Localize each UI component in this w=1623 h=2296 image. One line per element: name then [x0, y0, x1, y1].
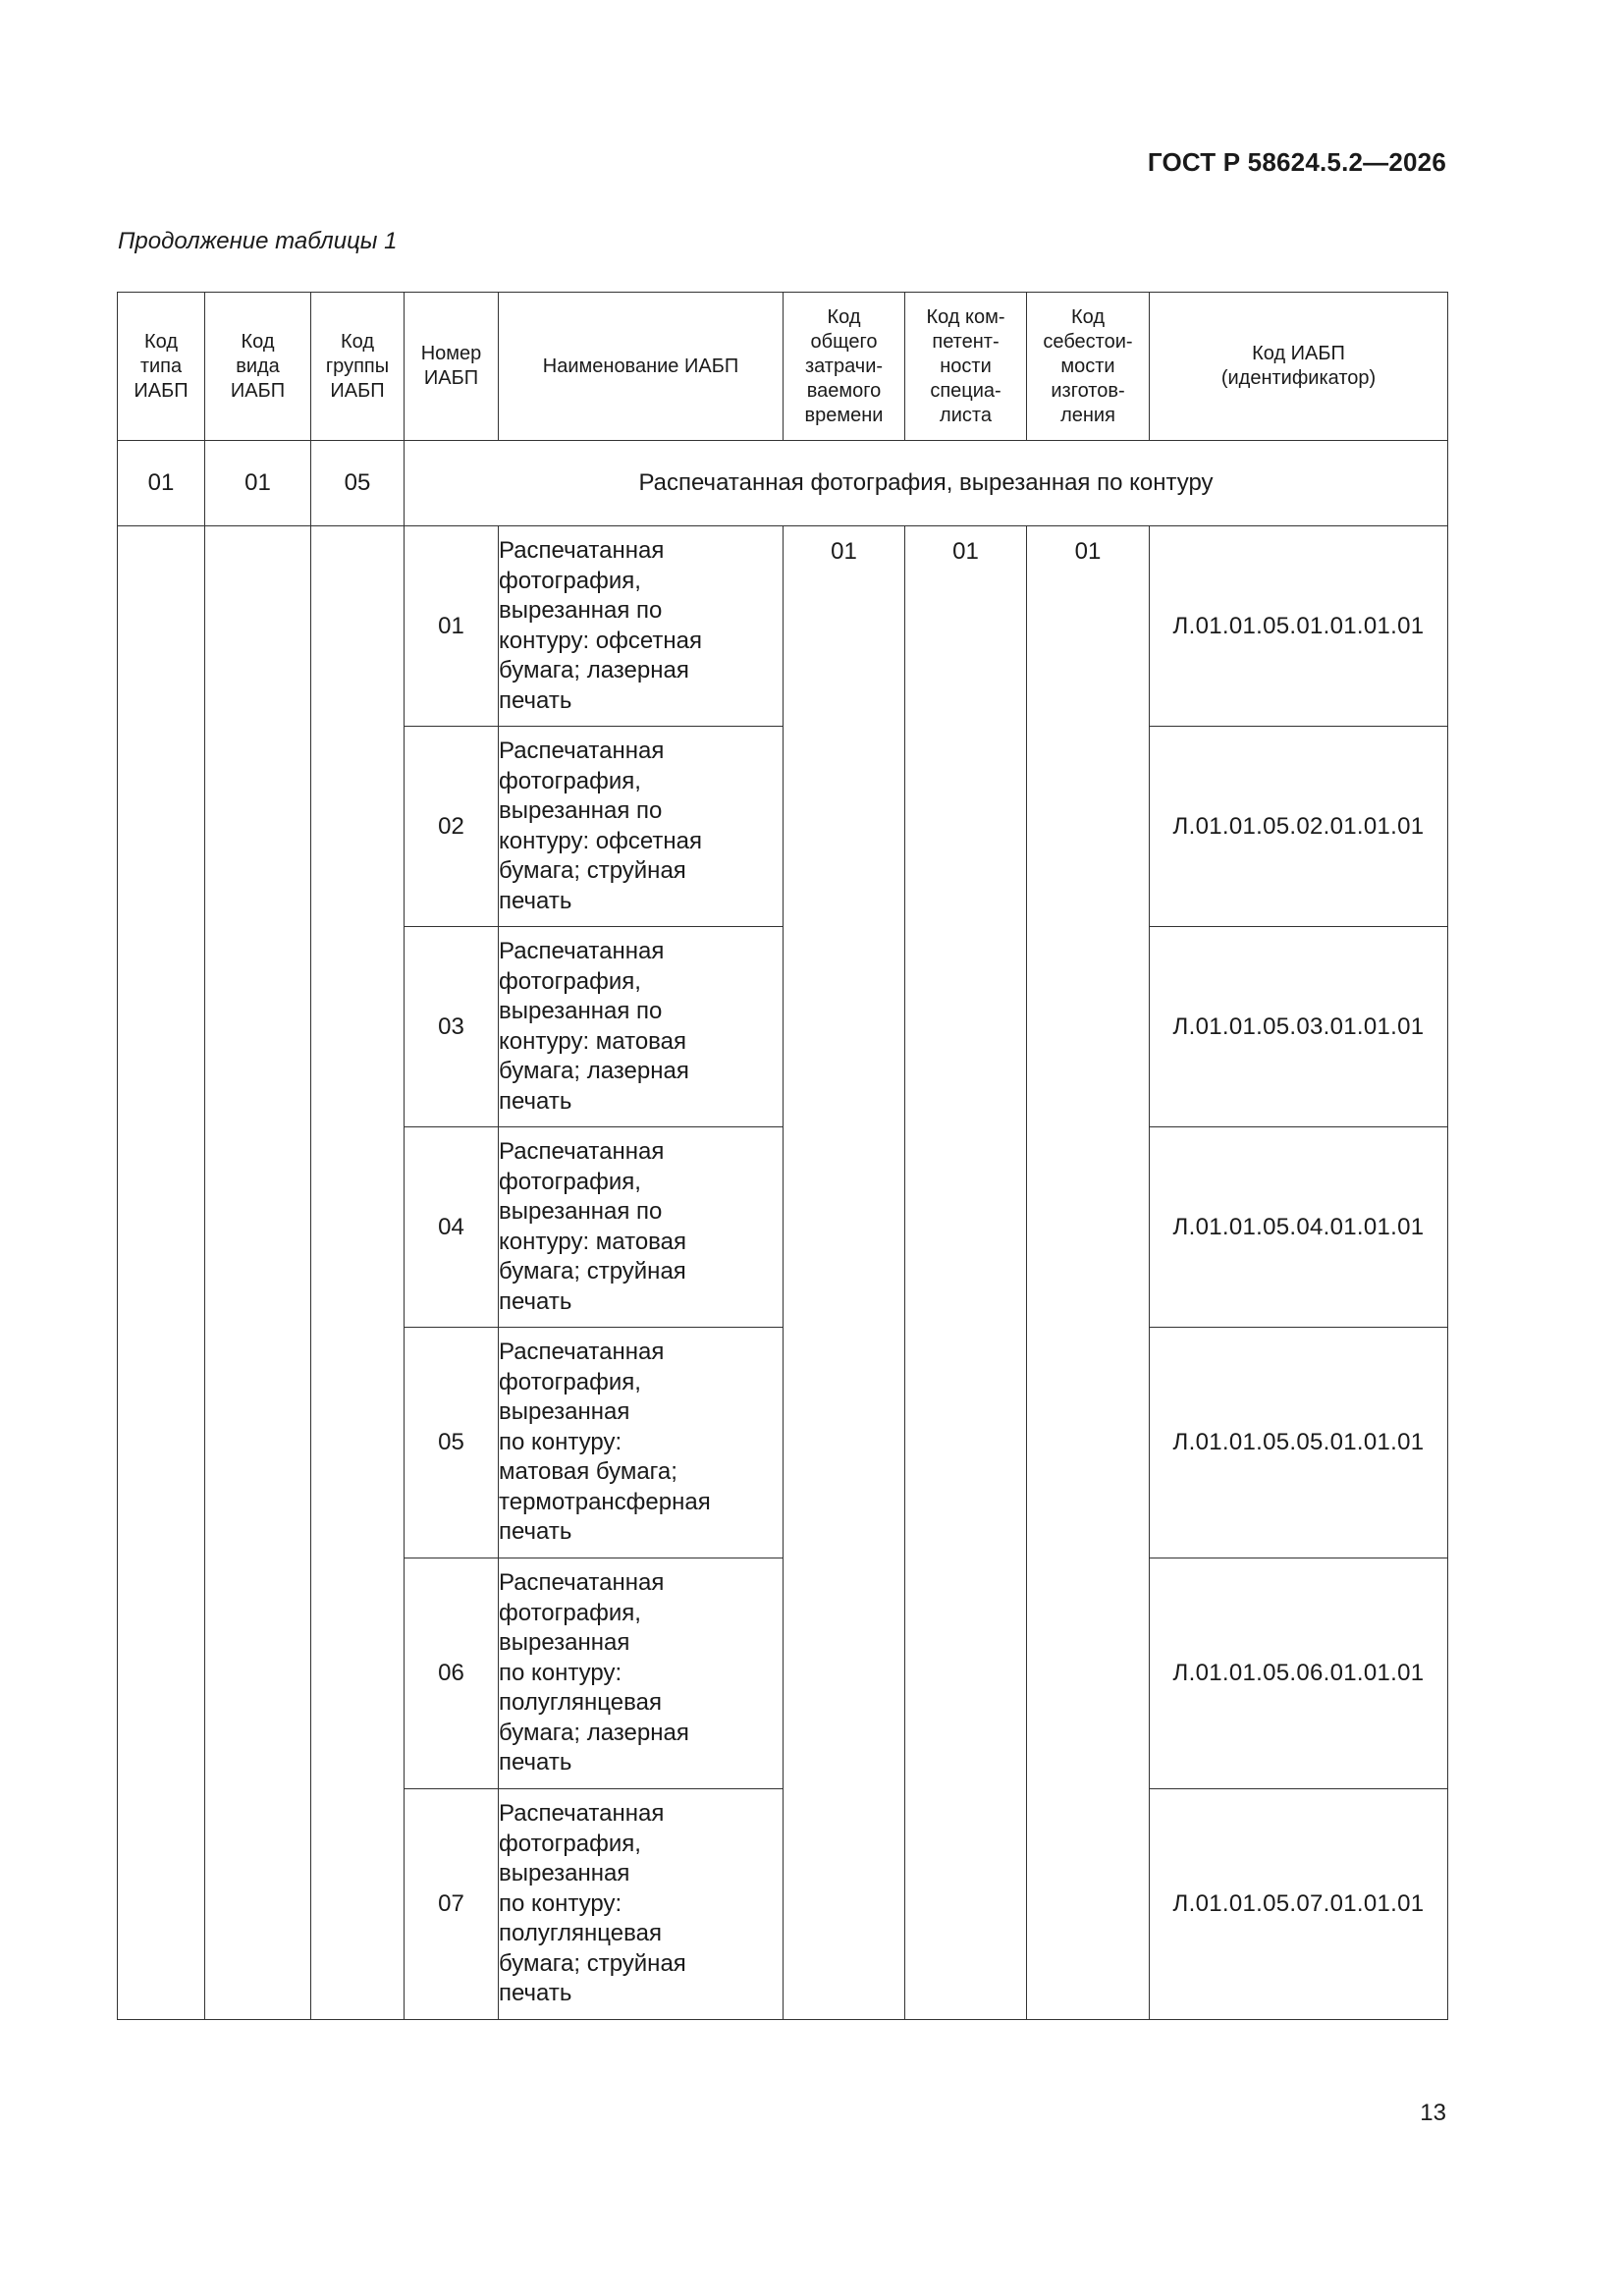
iabp-table [117, 292, 1448, 2020]
row-name: Распечатанная фотография, вырезанная по контуру: офсетная бумага; струйная печать [499, 727, 784, 927]
cost-code-cell: 01 [1027, 526, 1150, 2020]
time-code-cell: 01 [784, 526, 905, 2020]
row-identifier: Л.01.01.05.05.01.01.01 [1150, 1328, 1448, 1558]
header-time-code: Код общего затрачи- ваемого времени [784, 293, 905, 441]
document-standard-number: ГОСТ Р 58624.5.2—2026 [1147, 147, 1446, 177]
row-number: 01 [405, 526, 499, 727]
header-cost-code: Код себестои- мости изготов- ления [1027, 293, 1150, 441]
row-identifier: Л.01.01.05.02.01.01.01 [1150, 727, 1448, 927]
row-identifier: Л.01.01.05.07.01.01.01 [1150, 1789, 1448, 2020]
kind-code-cell-empty [205, 526, 311, 2020]
table-row [118, 526, 1448, 727]
table-header-row [118, 293, 1448, 441]
row-identifier: Л.01.01.05.01.01.01.01 [1150, 526, 1448, 727]
header-kind-code: Код вида ИАБП [205, 293, 311, 441]
row-number: 04 [405, 1127, 499, 1328]
row-name: Распечатанная фотография, вырезанная по контуру: офсетная бумага; лазерная печать [499, 526, 784, 727]
row-number: 06 [405, 1558, 499, 1789]
group-kind-code: 01 [205, 441, 311, 526]
row-name: Распечатанная фотография, вырезанная по контуру: матовая бумага; термотрансферная печать [499, 1328, 784, 1558]
page-number: 13 [1420, 2100, 1446, 2126]
type-code-cell-empty [118, 526, 205, 2020]
row-name: Распечатанная фотография, вырезанная по контуру: полуглянцевая бумага; лазерная печать [499, 1558, 784, 1789]
header-competence-code: Код ком- петент- ности специа- листа [905, 293, 1027, 441]
header-group-code: Код группы ИАБП [311, 293, 405, 441]
row-name: Распечатанная фотография, вырезанная по контуру: матовая бумага; лазерная печать [499, 927, 784, 1127]
header-identifier: Код ИАБП (идентификатор) [1150, 293, 1448, 441]
row-identifier: Л.01.01.05.04.01.01.01 [1150, 1127, 1448, 1328]
group-type-code: 01 [118, 441, 205, 526]
row-number: 07 [405, 1789, 499, 2020]
header-name: Наименование ИАБП [499, 293, 784, 441]
group-row [118, 441, 1448, 526]
row-number: 02 [405, 727, 499, 927]
row-name: Распечатанная фотография, вырезанная по контуру: полуглянцевая бумага; струйная печать [499, 1789, 784, 2020]
row-number: 03 [405, 927, 499, 1127]
row-number: 05 [405, 1328, 499, 1558]
row-name: Распечатанная фотография, вырезанная по контуру: матовая бумага; струйная печать [499, 1127, 784, 1328]
group-title: Распечатанная фотография, вырезанная по контуру [405, 441, 1448, 526]
table-caption: Продолжение таблицы 1 [118, 228, 398, 254]
row-identifier: Л.01.01.05.03.01.01.01 [1150, 927, 1448, 1127]
header-number: Номер ИАБП [405, 293, 499, 441]
group-group-code: 05 [311, 441, 405, 526]
competence-code-cell: 01 [905, 526, 1027, 2020]
group-code-cell-empty [311, 526, 405, 2020]
row-identifier: Л.01.01.05.06.01.01.01 [1150, 1558, 1448, 1789]
header-type-code: Код типа ИАБП [118, 293, 205, 441]
